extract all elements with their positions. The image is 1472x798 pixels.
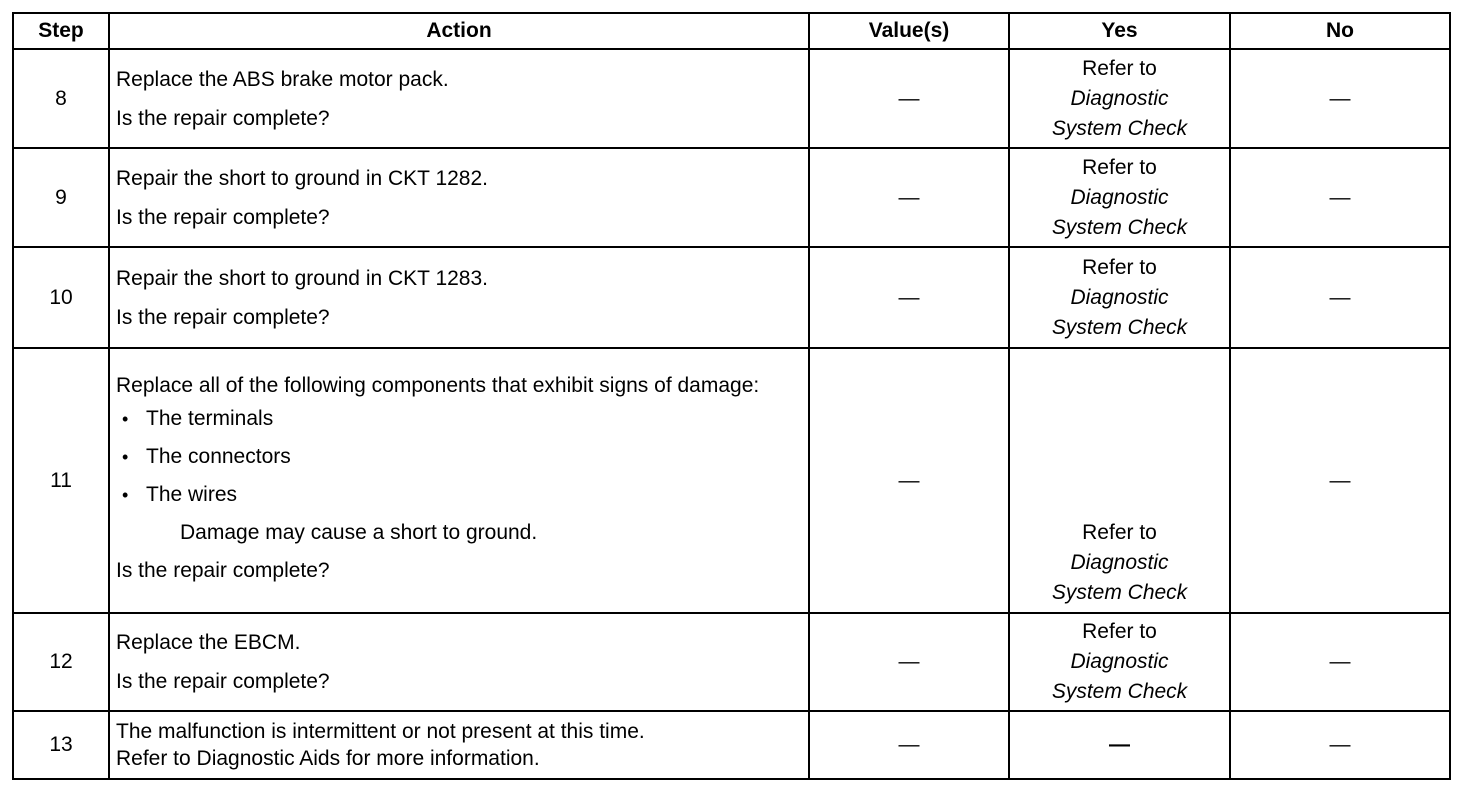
- action-cell: [109, 49, 809, 148]
- yes-refer-to: Refer to: [1082, 620, 1157, 643]
- action-text: Replace the EBCM.: [116, 631, 301, 654]
- yes-refer-to: Refer to: [1082, 56, 1157, 80]
- value-cell: —: [809, 148, 1009, 247]
- action-question: Is the repair complete?: [116, 205, 330, 229]
- no-cell: —: [1230, 49, 1450, 148]
- action-cell: [109, 711, 809, 779]
- table-row: [13, 613, 1450, 711]
- table-row: [13, 49, 1450, 148]
- no-cell: —: [1230, 348, 1450, 613]
- yes-diagnostic: Diagnostic: [1070, 551, 1169, 574]
- table-header: [13, 13, 1450, 49]
- list-item: • The connectors: [116, 438, 802, 476]
- yes-system-check: System Check: [1051, 581, 1188, 604]
- value-cell: —: [809, 247, 1009, 348]
- action-question: Is the repair complete?: [116, 670, 330, 693]
- action-text: Repair the short to ground in CKT 1282.: [116, 166, 489, 190]
- table-row: [13, 148, 1450, 247]
- value-cell: —: [809, 49, 1009, 148]
- table-row: [13, 711, 1450, 779]
- action-cell: [109, 613, 809, 711]
- yes-refer-to: Refer to: [1082, 255, 1157, 279]
- diagnostic-table: [12, 12, 1451, 780]
- action-question: Is the repair complete?: [116, 106, 330, 130]
- table-row: [13, 348, 1450, 613]
- no-cell: —: [1230, 247, 1450, 348]
- yes-system-check: System Check: [1051, 315, 1188, 339]
- yes-diagnostic: Diagnostic: [1070, 86, 1169, 110]
- yes-system-check: System Check: [1051, 215, 1188, 239]
- header-action: Action: [109, 13, 809, 49]
- value-cell: —: [809, 348, 1009, 613]
- yes-diagnostic: Diagnostic: [1070, 285, 1169, 309]
- action-question: Is the repair complete?: [116, 305, 330, 329]
- step-number: 13: [13, 711, 109, 779]
- step-number: 12: [13, 613, 109, 711]
- step-number: 8: [13, 49, 109, 148]
- yes-system-check: System Check: [1051, 116, 1188, 140]
- header-no: No: [1230, 13, 1450, 49]
- list-item: • The wires: [116, 476, 802, 514]
- table-row: [13, 247, 1450, 348]
- list-item: • The terminals: [116, 400, 802, 438]
- yes-cell: [1009, 49, 1230, 148]
- action-text: Replace all of the following components that exhibit signs of damage:: [116, 374, 760, 397]
- action-text: Repair the short to ground in CKT 1283.: [116, 266, 489, 290]
- yes-refer-to: Refer to: [1082, 521, 1157, 544]
- header-step: Step: [13, 13, 109, 49]
- action-text: The malfunction is intermittent or not present at this time.: [116, 720, 645, 743]
- yes-refer-to: Refer to: [1082, 155, 1157, 179]
- yes-cell: [1009, 148, 1230, 247]
- action-cell: [109, 148, 809, 247]
- no-cell: —: [1230, 148, 1450, 247]
- header-yes: Yes: [1009, 13, 1230, 49]
- yes-diagnostic: Diagnostic: [1070, 185, 1169, 209]
- step-number: 9: [13, 148, 109, 247]
- action-cell: [109, 247, 809, 348]
- yes-system-check: System Check: [1051, 680, 1188, 703]
- action-cell: [109, 348, 809, 613]
- step-number: 11: [13, 348, 109, 613]
- action-question: Is the repair complete?: [116, 559, 330, 582]
- action-note: Damage may cause a short to ground.: [180, 521, 538, 544]
- yes-cell: [1009, 348, 1230, 613]
- yes-cell: —: [1009, 711, 1230, 779]
- action-refer: Refer to Diagnostic Aids for more information.: [116, 747, 540, 770]
- yes-cell: [1009, 613, 1230, 711]
- header-values: Value(s): [809, 13, 1009, 49]
- value-cell: —: [809, 711, 1009, 779]
- component-list: [116, 400, 802, 514]
- header-row: [13, 13, 1450, 49]
- yes-cell: [1009, 247, 1230, 348]
- no-cell: —: [1230, 613, 1450, 711]
- yes-diagnostic: Diagnostic: [1070, 650, 1169, 673]
- value-cell: —: [809, 613, 1009, 711]
- no-cell: —: [1230, 711, 1450, 779]
- step-number: 10: [13, 247, 109, 348]
- action-text: Replace the ABS brake motor pack.: [116, 67, 449, 91]
